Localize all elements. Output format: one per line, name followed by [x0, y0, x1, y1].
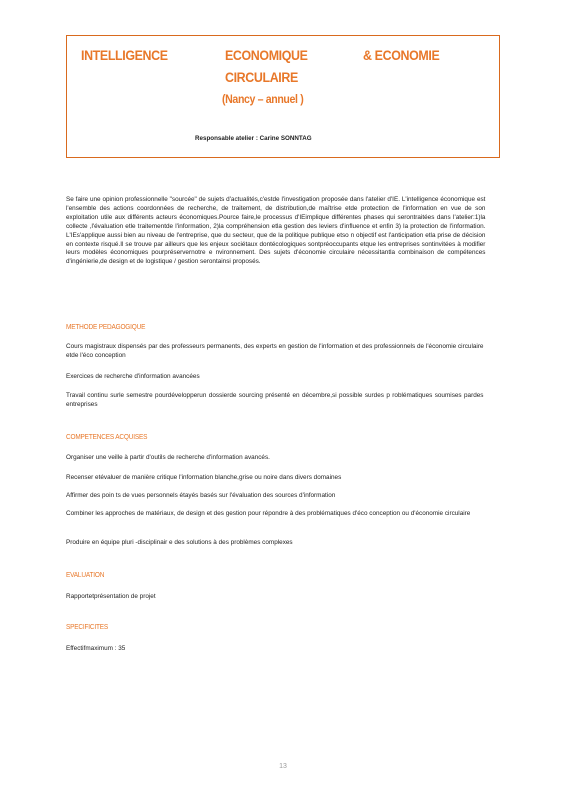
list-item: Organiser une veille à partir d'outils de recherche d'information avancés.	[66, 454, 270, 461]
list-item: Combiner les approches de matériaux, de design et des gestion pour répondre à des problématiques d'éco conception ou d'économie circulaire	[66, 510, 471, 517]
section-title-evaluation: EVALUATION	[66, 570, 105, 579]
list-item: Produire en équipe pluri -disciplinair e des solutions à des problèmes complexes	[66, 539, 293, 546]
header-box	[66, 35, 500, 158]
page-number: 13	[279, 763, 287, 770]
section-title-specificites: SPECIFICITES	[66, 622, 109, 631]
responsable-line: Responsable atelier : Carine SONNTAG	[195, 135, 312, 142]
intro-paragraph: Se faire une opinion professionnelle "sourcée" de sujets d'actualités,c'estde l'investigation proposée dans l'atelier d'IE. L'intelligence économique est l'ensemble des actions coordonnées de recherche, de traitement, de distribution,de maîtrise etde protection de l'information en vue de son exploitation utile aux différents acteurs économiques.Pource faire,le processus d'IEimplique différentes phases qui serontraitées dans l'atelier:1)la collecte ,l'évaluation etle traitementde l'information, 2)la compréhension etla gestion des leviers d'influence et enfin 3) la protection de l'information. L'IEs'applique aussi bien au niveau de l'entreprise, que du secteur, que de la politique publique etso n objectif est l'anticipation etla prise de décision en contexte risqué.Il se trouve par ailleurs que les enjeux sociétaux dontécologiques sontpréoccupants etque les entreprises sontinvitées à modifier leurs modèles économiques pourpréservernotre e nvironnement. Des sujets d'économie circulaire nécessitantla combinaison de compétences d'ingénierie,de design et de logistique / gestion serontainsi proposés.	[66, 196, 486, 266]
title-economique: ECONOMIQUE	[225, 48, 308, 63]
title-intelligence: INTELLIGENCE	[81, 48, 168, 63]
subtitle-location: (Nancy – annuel )	[222, 94, 304, 106]
list-item: Exercices de recherche d'information avancées	[66, 373, 200, 380]
title-circulaire: CIRCULAIRE	[225, 70, 298, 85]
list-item: Cours magistraux dispensés par des professeurs permanents, des experts en gestion de l'information et des professionnels de l'économie circulaire etde l'éco conception	[66, 343, 484, 359]
list-item: Rapportetprésentation de projet	[66, 593, 156, 600]
list-item: Travail continu surle semestre pourdévelopperun dossierde sourcing présenté en décembre,si possible surdes p roblématiques soumises pardes entreprises	[66, 392, 484, 408]
list-item: Effectifmaximum : 35	[66, 645, 126, 652]
list-item: Recenser etévaluer de manière critique l'information blanche,grise ou noire dans divers domaines	[66, 474, 342, 481]
title-economie: & ECONOMIE	[363, 48, 440, 63]
section-title-competences: COMPETENCES ACQUISES	[66, 432, 148, 441]
section-title-methode: METHODE PEDAGOGIQUE	[66, 322, 146, 331]
list-item: Affirmer des poin ts de vues personnels étayés basés sur l'évaluation des sources d'information	[66, 492, 336, 499]
